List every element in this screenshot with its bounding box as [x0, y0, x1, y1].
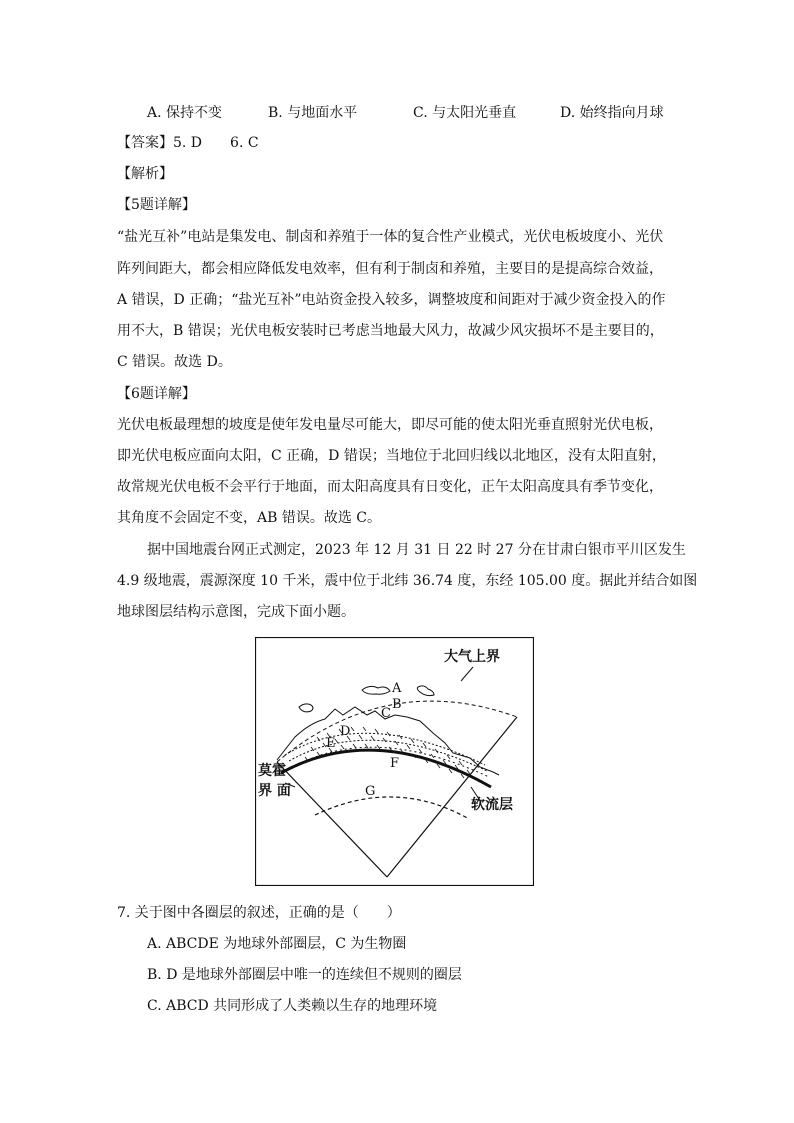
- earth-layers-svg: [255, 637, 534, 886]
- q5-heading: 【5题详解】: [117, 197, 196, 213]
- q6-text-line: 其角度不会固定不变，AB 错误。故选 C。: [117, 510, 382, 526]
- answer-line: 【答案】5. D 6. C: [117, 135, 259, 151]
- label-d: D: [340, 724, 351, 739]
- q7-option-c: C. ABCD 共同形成了人类赖以生存的地理环境: [147, 998, 438, 1014]
- q7-option-a: A. ABCDE 为地球外部圈层，C 为生物圈: [147, 936, 407, 952]
- label-c: C: [381, 706, 391, 721]
- analysis-heading: 【解析】: [117, 166, 173, 182]
- q6-text-line: 即光伏电板应面向太阳，C 正确，D 错误；当地位于北回归线以北地区，没有太阳直射，: [117, 448, 666, 464]
- q5-text-line: 用不大，B 错误；光伏电板安装时已考虑当地最大风力，故减少风灾损坏不是主要目的，: [117, 323, 664, 339]
- option-b: B. 与地面水平: [268, 105, 358, 121]
- q5-text-line: 阵列间距大，都会相应降低发电效率，但有利于制卤和养殖，主要目的是提高综合效益，: [117, 261, 663, 277]
- q7-stem: 7. 关于图中各圈层的叙述，正确的是（ ）: [117, 905, 401, 921]
- label-e: E: [326, 736, 336, 751]
- label-asthenosphere: 软流层: [471, 797, 513, 813]
- label-g: G: [365, 784, 376, 799]
- intro-text-line: 地球图层结构示意图，完成下面小题。: [117, 604, 355, 620]
- q5-text-line: “盐光互补”电站是集发电、制卤和养殖于一体的复合性产业模式，光伏电板坡度小、光伏: [117, 229, 664, 245]
- q7-option-b: B. D 是地球外部圈层中唯一的连续但不规则的圈层: [147, 967, 462, 983]
- q6-text-line: 故常规光伏电板不会平行于地面，而太阳高度具有日变化，正午太阳高度具有季节变化，: [117, 479, 663, 495]
- q6-text-line: 光伏电板最理想的坡度是使年发电量尽可能大，即尽可能的使太阳光垂直照射光伏电板，: [117, 417, 663, 433]
- intro-text-line: 据中国地震台网正式测定，2023 年 12 月 31 日 22 时 27 分在甘肃白银市平川区发生: [147, 542, 686, 558]
- label-a: A: [392, 681, 402, 696]
- q5-text-line: A 错误，D 正确；“盐光互补”电站资金投入较多，调整坡度和间距对于减少资金投入的作: [117, 292, 666, 308]
- option-d: D. 始终指向月球: [560, 105, 664, 121]
- label-moho-line1: 莫霍: [258, 763, 286, 779]
- label-f: F: [390, 756, 400, 771]
- label-b: B: [392, 697, 402, 712]
- earth-layers-diagram: [255, 637, 534, 886]
- label-moho-line2: 界 面: [258, 783, 291, 799]
- q6-heading: 【6题详解】: [117, 386, 196, 402]
- option-c: C. 与太阳光垂直: [413, 105, 517, 121]
- q5-text-line: C 错误。故选 D。: [117, 354, 232, 370]
- option-a: A. 保持不变: [147, 105, 223, 121]
- label-atmosphere-top: 大气上界: [444, 649, 500, 665]
- intro-text-line: 4.9 级地震，震源深度 10 千米，震中位于北纬 36.74 度，东经 105.00 度。据此并结合如图: [117, 573, 698, 589]
